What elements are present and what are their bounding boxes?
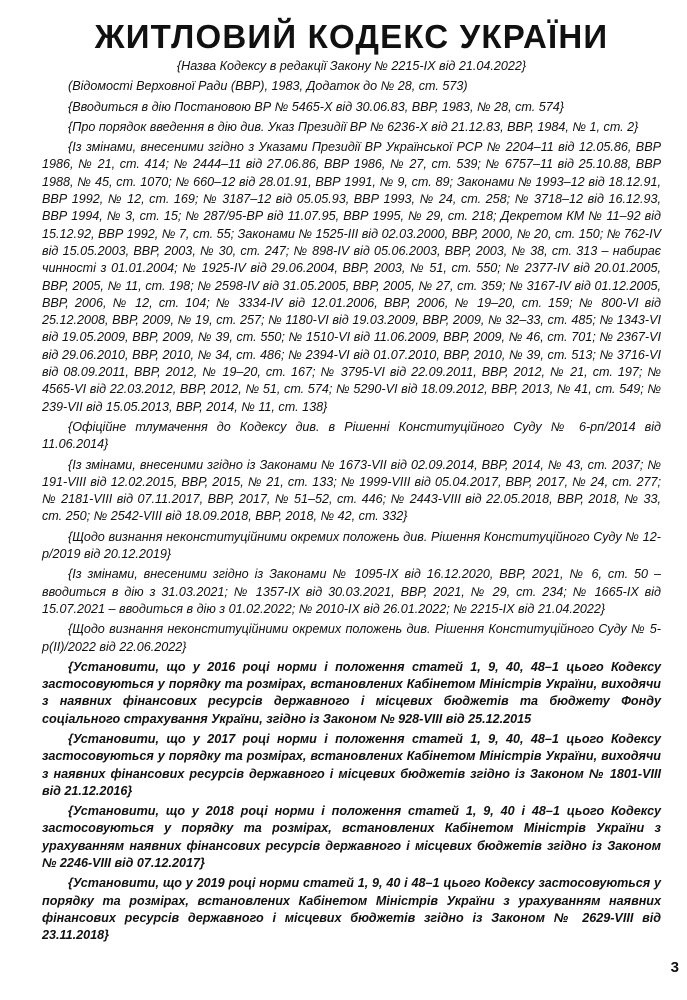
paragraph-official-interpretation: {Офіційне тлумачення до Кодексу див. в Рішенні Конституційного Суду № 6-рп/2014 від 11.06.2014} [42,419,661,452]
paragraph-unconstitutional-2022: {Щодо визнання неконституційними окремих положень див. Рішення Конституційного Суду № 5-р(II)/2022 від 22.06.2022} [42,622,661,654]
paragraph-enactment: {Вводиться в дію Постановою ВР № 5465-X від 30.06.83, ВВР, 1983, № 28, ст. 574} [68,99,564,114]
paragraph-establish-2017: {Установити, що у 2017 році норми і положення статей 1, 9, 40, 48–1 цього Кодексу застосовуються у порядку та розмірах, встановлених Кабінетом Міністрів України, виходячи з наявних фінансових ресурсів державного і місцевих бюджетів згідно із Законом № 1801-VIII від 21.12.2016} [42,731,661,798]
paragraph-establish-2016: {Установити, що у 2016 році норми і положення статей 1, 9, 40, 48–1 цього Кодексу застосовуються у порядку та розмірах, встановлених Кабінетом Міністрів України, виходячи з наявних фінансових ресурсів державного і місцевих бюджетів та бюджету Фонду соціального страхування України, згідно із Законом № 928-VIII від 25.12.2015 [42,659,661,726]
title-note: {Назва Кодексу в редакції Закону № 2215-IX від 21.04.2022} [176,59,527,73]
paragraph-amendments-2: {Із змінами, внесеними згідно із Законами № 1673-VII від 02.09.2014, ВВР, 2014, № 43, ст. 2037; № 191-VIII від 12.02.2015, ВВР, 2015, № 21, ст. 133; № 1999-VIII від 05.04.2017, ВВР, 2017, № 24, ст. 277; № 2181-VIII від 07.11.2017, ВВР, 2017, № 51–52, ст. 446; № 2443-VIII від 22.05.2018, ВВР, 2018, № 33, ст. 250; № 2542-VIII від 18.09.2018, ВВР, 2018, № 42, ст. 332} [42,457,661,524]
paragraph-unconstitutional-2019: {Щодо визнання неконституційними окремих положень див. Рішення Конституційного Суду № 12-р/2019 від 20.12.2019} [42,529,661,562]
paragraph-amendments-1: {Із змінами, внесеними згідно з Указами Президії ВР Української РСР № 2204–11 від 12.05.86, ВВР 1986, № 21, ст. 414; № 2444–11 від 27.06.86, ВВР 1986, № 27, ст. 539; № 6757–11 від 25.10.88, ВВР 1988, № 45, ст. 1070; № 660–12 від 28.01.91, ВВР 1991, № 9, ст. 89; Законами № 1993–12 від 18.12.91, ВВР 1992, № 12, ст. 169; № 3187–12 від 05.05.93, ВВР 1993, № 24, ст. 258; № 3718–12 від 16.12.93, ВВР 1994, № 3, ст. 15; № 287/95-ВР від 11.07.95, ВВР 1995, № 29, ст. 218; Декретом КМ № 11–92 від 15.12.92, ВВР 1992, № 7, ст. 55; Законами № 1525-III від 02.03.2000, ВВР, 2000, № 20, ст. 150; № 762-IV від 15.05.2003, ВВР, 2003, № 30, ст. 247; № 898-IV від 05.06.2003, ВВР, 2003, № 38, ст. 313 – набирає чинності з 01.01.2004; № 1925-IV від 29.06.2004, ВВР, 2003, № 51, ст. 550; № 2377-IV від 20.01.2005, ВВР, 2005, № 11, ст. 198; № 2598-IV від 31.05.2005, ВВР, 2005, № 27, ст. 359; № 3167-IV від 01.12.2005, ВВР, 2006, № 12, ст. 104; № 3334-IV від 12.01.2006, ВВР, 2006, № 19–20, ст. 159; № 800-VI від 25.12.2008, ВВР, 2009, № 19, ст. 257; № 1180-VI від 19.03.2009, ВВР, 2009, № 32–33, ст. 485; № 1343-VI від 19.05.2009, ВВР, 2009, № 39, ст. 550; № 1510-VI від 11.06.2009, ВВР, 2009, № 46, ст. 701; № 2367-VI від 29.06.2010, ВВР, 2010, № 34, ст. 486; № 2394-VI від 01.07.2010, ВВР, 2010, № 39, ст. 513; № 3716-VI від 08.09.2011, ВВР, 2012, № 19–20, ст. 167; № 3795-VI від 22.09.2011, ВВР, 2012, № 21, ст. 197; № 4565-VI від 22.03.2012, ВВР, 2012, № 51, ст. 574; № 5290-VI від 18.09.2012, ВВР, 2013, № 41, ст. 549; № 239-VII від 15.05.2013, ВВР, 2014, № 11, ст. 138} [42,140,661,414]
paragraph-amendments-3: {Із змінами, внесеними згідно із Законами № 1095-IX від 16.12.2020, ВВР, 2021, № 6, ст. 50 – вводиться в дію з 31.03.2021; № 1357-IX від 30.03.2021, ВВР, 2021, № 29, ст. 234; № 1665-IX від 15.07.2021 – вводиться в дію з 01.02.2022; № 2010-IX від 26.01.2022; № 2215-IX від 21.04.2022} [42,567,661,616]
paragraph-establish-2019: {Установити, що у 2019 році норми статей 1, 9, 40 і 48–1 цього Кодексу застосовуються у порядку та розмірах, встановлених Кабінетом Міністрів України з урахуванням наявних фінансових ресурсів державного і місцевих бюджетів згідно із Законом № 2629-VIII від 23.11.2018} [42,876,661,943]
paragraph-enactment-procedure: {Про порядок введення в дію див. Указ Президії ВР № 6236-X від 21.12.83, ВВР, 1984, № 1, ст. 2} [68,119,639,134]
document-title: ЖИТЛОВИЙ КОДЕКС УКРАЇНИ [94,18,609,55]
page-number: 3 [670,959,679,976]
paragraph-vvr-source: (Відомості Верховної Ради (ВВР), 1983, Додаток до № 28, ст. 573) [68,79,468,94]
paragraph-establish-2018: {Установити, що у 2018 році норми і положення статей 1, 9, 40 і 48–1 цього Кодексу застосовуються у порядку та розмірах, встановлених Кабінетом Міністрів України з урахуванням наявних фінансових ресурсів державного і місцевих бюджетів згідно із Законом № 2246-VIII від 07.12.2017} [42,804,661,871]
